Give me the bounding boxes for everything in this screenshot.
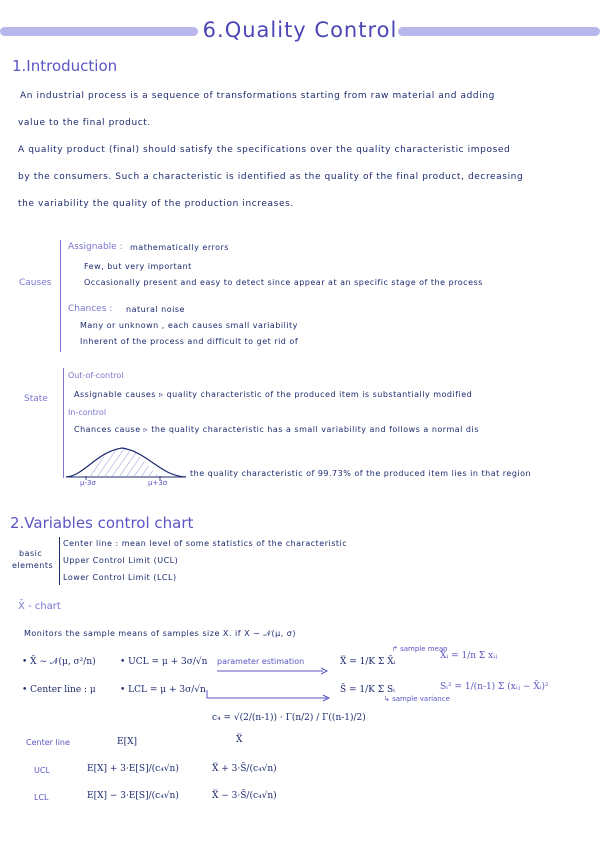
chances-line-2: Inherent of the process and difficult to get rid of (80, 337, 299, 346)
xbar-dist: • X̄ ∼ 𝒩(μ, σ²/n) (22, 657, 96, 667)
sample-mean-note: ↱ sample mean (392, 645, 448, 653)
table-lcl-col1: E[X] − 3·E[S]/(c₄√n) (87, 791, 179, 801)
intro-line-3: A quality product (final) should satisfy the specifications over the quality characteristic imposed (18, 145, 511, 155)
in-control-line: Chances cause ▹ the quality characteristic has a small variability and follows a normal dis (74, 425, 479, 434)
xi-formula: X̄ᵢ = 1/n Σ xᵢⱼ (440, 651, 498, 661)
xbarbar-formula: X̿ = 1/K Σ X̄ᵢ (340, 657, 396, 667)
elements-bracket (59, 537, 60, 585)
table-ucl-col2: X̿ + 3·S̄/(c₄√n) (212, 764, 277, 774)
causes-label: Causes (19, 278, 52, 288)
intro-line-5: the variability the quality of the production increases. (18, 199, 294, 209)
page-title: 6.Quality Control (202, 18, 398, 42)
curve-left-label: μ-3σ (80, 479, 96, 487)
curve-right-label: μ+3σ (148, 479, 168, 487)
basic-label: basic (19, 549, 43, 558)
assignable-desc: mathematically errors (130, 243, 229, 252)
si-formula: Sᵢ² = 1/(n-1) Σ (xᵢⱼ − X̄ᵢ)² (440, 682, 549, 692)
param-arrow (217, 667, 329, 675)
xbar-heading: X̄ - chart (18, 601, 61, 612)
variables-heading: 2.Variables control chart (10, 514, 194, 532)
sample-variance-note: ↳ sample variance (384, 695, 450, 703)
assignable-title: Assignable : (68, 242, 123, 252)
xbar-center: • Center line : μ (22, 685, 96, 695)
intro-line-2: value to the final product. (18, 118, 151, 128)
intro-line-4: by the consumers. Such a characteristic is identified as the quality of the final product, decreasing (18, 172, 524, 182)
state-label: State (24, 394, 48, 404)
causes-bracket (60, 240, 61, 352)
table-lcl-col2: X̿ − 3·S̄/(c₄√n) (212, 791, 277, 801)
in-control-title: In-control (68, 408, 107, 417)
table-label-ucl: UCL (34, 766, 50, 775)
param-bracket (205, 690, 333, 702)
xbar-monitor: Monitors the sample means of samples size X. if X ∼ 𝒩(μ, σ) (24, 629, 296, 638)
sbar-formula: S̄ = 1/K Σ Sᵢ (340, 685, 395, 695)
chances-desc: natural noise (126, 305, 185, 314)
element-center-line: Center line : mean level of some statistics of the characteristic (63, 539, 348, 548)
element-lcl: Lower Control Limit (LCL) (63, 573, 177, 582)
out-of-control-title: Out-of-control (68, 371, 124, 380)
table-center-col1: E[X] (117, 737, 137, 747)
intro-line-1: An industrial process is a sequence of transformations starting from raw material and adding (20, 91, 495, 101)
table-ucl-col1: E[X] + 3·E[S]/(c₄√n) (87, 764, 179, 774)
curve-note: the quality characteristic of 99.73% of the produced item lies in that region (190, 469, 532, 478)
table-label-lcl: LCL (34, 793, 49, 802)
c4-formula: c₄ = √(2/(n-1)) · Γ(n/2) / Γ((n-1)/2) (212, 713, 366, 723)
xbar-lcl: • LCL = μ + 3σ/√n (120, 685, 206, 695)
table-center-col2: X̿ (236, 735, 243, 745)
chances-title: Chances : (68, 304, 113, 314)
element-ucl: Upper Control Limit (UCL) (63, 556, 179, 565)
out-of-control-line: Assignable causes ▹ quality characteristic of the produced item is substantially modified (74, 390, 473, 399)
param-estimation: parameter estimation (217, 657, 305, 666)
intro-heading: 1.Introduction (12, 57, 118, 75)
assignable-line-2: Occasionally present and easy to detect since appear at an specific stage of the process (84, 278, 483, 287)
assignable-line-1: Few, but very important (84, 262, 192, 271)
table-label-center: Center line (26, 738, 70, 747)
chances-line-1: Many or unknown , each causes small variability (80, 321, 298, 330)
xbar-ucl: • UCL = μ + 3σ/√n (120, 657, 208, 667)
elements-label: elements (12, 561, 54, 570)
